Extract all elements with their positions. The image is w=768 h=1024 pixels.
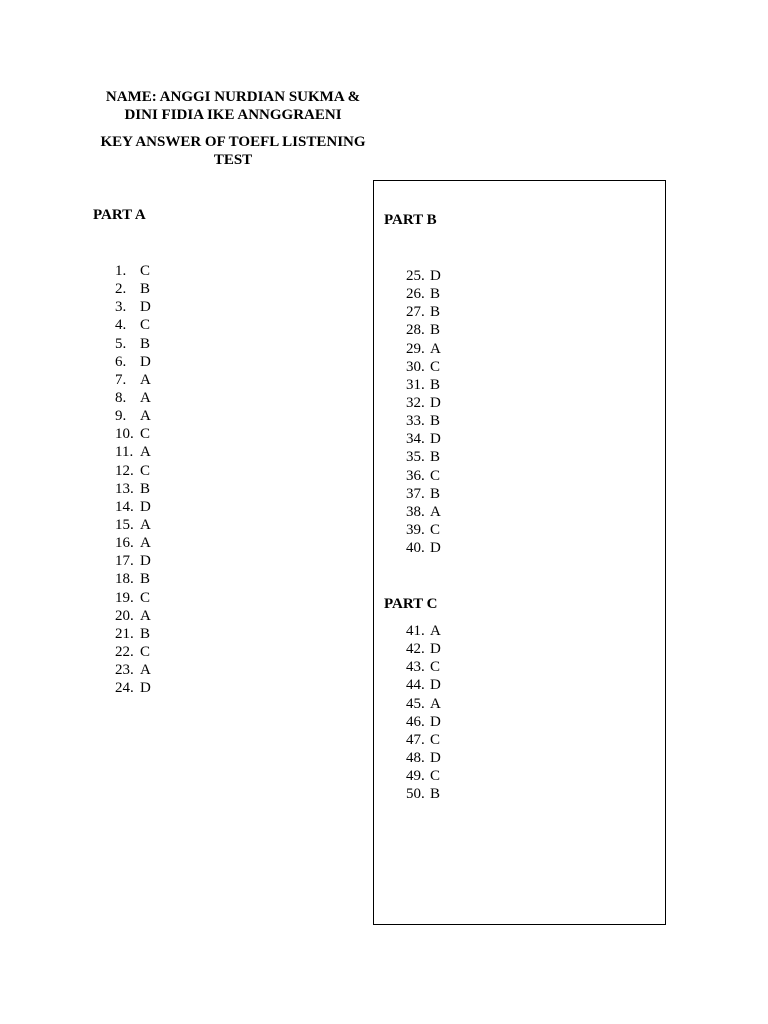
answer-letter: B bbox=[140, 571, 151, 588]
question-number: 3. bbox=[115, 299, 127, 316]
question-number: 36. bbox=[406, 467, 425, 484]
answer-item bbox=[115, 335, 151, 353]
answer-item bbox=[115, 371, 151, 389]
author-names-line-1: NAME: ANGGI NURDIAN SUKMA & bbox=[105, 89, 361, 105]
answer-letter: B bbox=[140, 335, 151, 352]
answer-item bbox=[115, 353, 151, 371]
answer-letter: B bbox=[430, 449, 441, 466]
answer-letter: D bbox=[430, 641, 441, 658]
answer-letter: C bbox=[140, 317, 151, 334]
answer-letter: D bbox=[140, 553, 151, 570]
question-number: 23. bbox=[115, 662, 134, 679]
answer-letter: B bbox=[430, 304, 441, 321]
part-c-heading: PART C bbox=[384, 596, 438, 612]
answer-item bbox=[115, 570, 151, 588]
question-number: 29. bbox=[406, 340, 425, 357]
answer-item bbox=[115, 589, 151, 607]
answer-letter: D bbox=[140, 353, 151, 370]
answer-item bbox=[115, 643, 151, 661]
answer-item bbox=[406, 785, 441, 803]
answer-item bbox=[115, 407, 151, 425]
answer-letter: B bbox=[430, 786, 441, 803]
answer-letter: A bbox=[140, 389, 151, 406]
answer-item bbox=[406, 285, 441, 303]
part-b-answer-list bbox=[406, 267, 441, 557]
answer-item bbox=[406, 321, 441, 339]
answer-item bbox=[406, 467, 441, 485]
question-number: 6. bbox=[115, 353, 127, 370]
question-number: 38. bbox=[406, 503, 425, 520]
answer-item bbox=[406, 521, 441, 539]
answer-letter: B bbox=[430, 376, 441, 393]
answer-letter: B bbox=[140, 281, 151, 298]
question-number: 16. bbox=[115, 535, 134, 552]
question-number: 14. bbox=[115, 498, 134, 515]
answer-letter: B bbox=[430, 413, 441, 430]
question-number: 33. bbox=[406, 413, 425, 430]
question-number: 26. bbox=[406, 286, 425, 303]
question-number: 45. bbox=[406, 695, 425, 712]
answer-letter: D bbox=[430, 394, 441, 411]
answer-letter: B bbox=[140, 625, 151, 642]
question-number: 49. bbox=[406, 768, 425, 785]
question-number: 1. bbox=[115, 263, 127, 279]
question-number: 48. bbox=[406, 749, 425, 766]
answer-item bbox=[115, 661, 151, 679]
answer-letter: A bbox=[430, 503, 441, 520]
question-number: 4. bbox=[115, 317, 127, 334]
answer-item bbox=[406, 731, 441, 749]
answer-item bbox=[115, 280, 151, 298]
question-number: 17. bbox=[115, 553, 134, 570]
question-number: 5. bbox=[115, 335, 127, 352]
answer-letter: A bbox=[140, 444, 151, 461]
question-number: 25. bbox=[406, 268, 425, 284]
answer-letter: A bbox=[140, 607, 151, 624]
answer-item bbox=[406, 430, 441, 448]
answer-item bbox=[406, 303, 441, 321]
answer-letter: C bbox=[430, 521, 441, 538]
answer-item bbox=[115, 679, 151, 697]
answer-letter: C bbox=[140, 643, 151, 660]
question-number: 24. bbox=[115, 680, 134, 697]
answer-item bbox=[406, 676, 441, 694]
answer-item bbox=[406, 376, 441, 394]
answer-letter: A bbox=[140, 371, 151, 388]
answer-item bbox=[406, 448, 441, 466]
answer-letter: B bbox=[430, 485, 441, 502]
answer-item bbox=[115, 316, 151, 334]
question-number: 12. bbox=[115, 462, 134, 479]
question-number: 31. bbox=[406, 376, 425, 393]
answer-item bbox=[406, 539, 441, 557]
answer-item bbox=[406, 412, 441, 430]
answer-item bbox=[115, 462, 151, 480]
answer-item bbox=[406, 622, 441, 640]
question-number: 50. bbox=[406, 786, 425, 803]
question-number: 21. bbox=[115, 625, 134, 642]
part-b-heading: PART B bbox=[384, 212, 437, 228]
question-number: 46. bbox=[406, 713, 425, 730]
answer-item bbox=[115, 516, 151, 534]
answer-letter: A bbox=[430, 340, 441, 357]
answer-item bbox=[115, 552, 151, 570]
answer-item bbox=[406, 394, 441, 412]
question-number: 32. bbox=[406, 394, 425, 411]
answer-item bbox=[406, 267, 441, 285]
answer-letter: C bbox=[140, 462, 151, 479]
question-number: 18. bbox=[115, 571, 134, 588]
answer-item bbox=[406, 485, 441, 503]
question-number: 2. bbox=[115, 281, 127, 298]
answer-letter: B bbox=[430, 286, 441, 303]
answer-letter: D bbox=[430, 540, 441, 557]
question-number: 42. bbox=[406, 641, 425, 658]
answer-item bbox=[115, 425, 151, 443]
answer-item bbox=[115, 389, 151, 407]
answer-item bbox=[406, 695, 441, 713]
question-number: 9. bbox=[115, 408, 127, 425]
question-number: 28. bbox=[406, 322, 425, 339]
question-number: 7. bbox=[115, 371, 127, 388]
answer-letter: C bbox=[430, 659, 441, 676]
answer-letter: D bbox=[430, 677, 441, 694]
answer-letter: C bbox=[140, 263, 151, 279]
answer-letter: D bbox=[430, 713, 441, 730]
answer-item bbox=[115, 607, 151, 625]
answer-letter: A bbox=[430, 623, 441, 639]
answer-letter: A bbox=[140, 516, 151, 533]
question-number: 20. bbox=[115, 607, 134, 624]
answer-item bbox=[406, 713, 441, 731]
question-number: 10. bbox=[115, 426, 134, 443]
part-a-heading: PART A bbox=[93, 207, 146, 223]
answer-item bbox=[406, 503, 441, 521]
answer-item bbox=[115, 534, 151, 552]
answer-letter: C bbox=[430, 731, 441, 748]
question-number: 19. bbox=[115, 589, 134, 606]
answer-item bbox=[115, 625, 151, 643]
part-c-answer-list bbox=[406, 622, 441, 803]
answer-item bbox=[406, 658, 441, 676]
question-number: 34. bbox=[406, 431, 425, 448]
question-number: 13. bbox=[115, 480, 134, 497]
answer-item bbox=[115, 262, 151, 280]
answer-item bbox=[115, 443, 151, 461]
answer-letter: D bbox=[430, 431, 441, 448]
question-number: 39. bbox=[406, 521, 425, 538]
question-number: 43. bbox=[406, 659, 425, 676]
answer-letter: D bbox=[140, 299, 151, 316]
question-number: 11. bbox=[115, 444, 134, 461]
answer-letter: A bbox=[430, 695, 441, 712]
question-number: 30. bbox=[406, 358, 425, 375]
question-number: 37. bbox=[406, 485, 425, 502]
document-title-line-2: TEST bbox=[213, 152, 253, 168]
answer-letter: C bbox=[430, 467, 441, 484]
question-number: 41. bbox=[406, 623, 425, 639]
answer-letter: B bbox=[140, 480, 151, 497]
question-number: 47. bbox=[406, 731, 425, 748]
answer-item bbox=[406, 358, 441, 376]
answer-letter: D bbox=[430, 268, 441, 284]
answer-item bbox=[115, 498, 151, 516]
answer-letter: A bbox=[140, 408, 151, 425]
author-names-line-2: DINI FIDIA IKE ANNGGRAENI bbox=[124, 107, 342, 123]
question-number: 15. bbox=[115, 516, 134, 533]
question-number: 40. bbox=[406, 540, 425, 557]
answer-letter: C bbox=[140, 426, 151, 443]
question-number: 35. bbox=[406, 449, 425, 466]
answer-item bbox=[115, 298, 151, 316]
question-number: 8. bbox=[115, 389, 127, 406]
question-number: 27. bbox=[406, 304, 425, 321]
answer-letter: A bbox=[140, 535, 151, 552]
answer-item bbox=[406, 340, 441, 358]
answer-item bbox=[406, 749, 441, 767]
answer-letter: D bbox=[140, 680, 151, 697]
answer-letter: D bbox=[430, 749, 441, 766]
answer-item bbox=[406, 767, 441, 785]
answer-letter: B bbox=[430, 322, 441, 339]
document-title-line-1: KEY ANSWER OF TOEFL LISTENING bbox=[100, 134, 366, 150]
answer-item bbox=[115, 480, 151, 498]
part-a-answer-list bbox=[115, 262, 151, 697]
question-number: 22. bbox=[115, 643, 134, 660]
answer-letter: D bbox=[140, 498, 151, 515]
answer-letter: C bbox=[430, 358, 441, 375]
answer-letter: A bbox=[140, 662, 151, 679]
answer-item bbox=[406, 640, 441, 658]
answer-letter: C bbox=[140, 589, 151, 606]
answer-letter: C bbox=[430, 768, 441, 785]
question-number: 44. bbox=[406, 677, 425, 694]
